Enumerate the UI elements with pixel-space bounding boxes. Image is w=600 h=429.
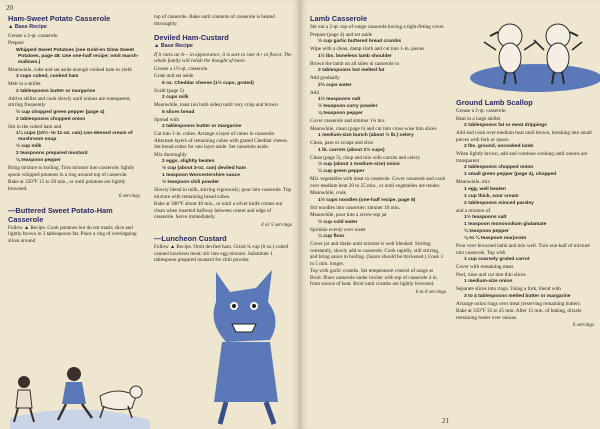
instruction-line: Spread with (154, 116, 179, 123)
ingredient-line: ½ cup cold water (318, 219, 358, 225)
ingredient-line: 3 to 4 tablespoons melted butter or margarine (464, 293, 571, 299)
variation-text: Follow ▲ Recipe. Omit deviled ham. Grind ¾ cup (6 oz.) cubed canned luncheon meat; stir into egg mixture. Substitute 1 tablespoon prepared mustard for chili powder. (154, 244, 289, 263)
recipe-title-ground-lamb-scallop: Ground Lamb Scallop (456, 98, 533, 107)
ingredient-line: ¼ cup green pepper (318, 169, 365, 174)
ingredient-line: 6 oz. Cheddar cheese (1½ cups, grated) (162, 80, 254, 86)
instruction-line: and a mixture of (456, 207, 491, 214)
ingredient-line: ¼ teaspoon pepper (464, 229, 509, 234)
ingredient-line: 1 medium-size bunch (about ½ lb.) celery (318, 133, 414, 138)
instruction-line: Mix thoroughly (154, 151, 187, 158)
instruction-line: Pour over browned lamb and mix well. Turn one-half of mixture into casserole. Top with (456, 243, 590, 256)
ingredient-line: 2 teaspoons prepared mustard (16, 151, 88, 156)
ingredient-line: 2 tablespoons butter or margarine (16, 88, 96, 94)
ingredient-line: ½ teaspoon curry powder (318, 104, 378, 109)
right-column-2 (456, 98, 594, 330)
recipe-title-deviled-ham-custard: Deviled Ham-Custard (154, 33, 229, 42)
ingredient-line: ½ cup (about 3-oz. can) deviled ham (162, 166, 246, 171)
ingredient-line: ⅛ to ¼ teaspoon marjoram (464, 236, 527, 241)
instruction-line: Bring mixture to boiling. Turn mixture into casserole; lightly spoon whipped potatoes in a ring around top of casserole. (8, 165, 135, 178)
variation-title-buttered-sweet-potato: —Buttered Sweet Potato-Ham Casserole (8, 205, 113, 224)
instruction-line: Melt in a skillet (8, 81, 41, 87)
ingredient-line: 1 lb. carrots (about 2½ cups) (318, 147, 385, 153)
ingredient-line: 2 eggs, slightly beaten (162, 159, 215, 164)
ingredient-line: 2 lbs. ground, uncooked lamb (464, 144, 534, 149)
instruction-line: Sprinkle evenly over water (310, 226, 367, 233)
instruction-line: Bake at 350°F 35 to 45 min. After 15 min. of baking, drizzle remaining butter over onions. (456, 308, 582, 321)
instruction-line: Wipe with a clean, damp cloth and cut into 1-in. pieces (310, 46, 425, 52)
instruction-line: Bake at 350°F 15 to 20 min., or until potatoes are lightly browned. (8, 179, 126, 192)
instruction-line: Cover with remaining meat. (456, 264, 515, 270)
servings-note: 6 servings (118, 193, 140, 199)
recipe-body (8, 33, 140, 200)
ingredient-line: 1 cup coarsely grated carrot (464, 257, 530, 262)
instruction-line: Grease a 2-qt. casserole. (456, 108, 507, 114)
ingredient-line: ¼ cup flour (318, 234, 345, 239)
page-number-right: 21 (442, 417, 449, 425)
servings-note: 4 or 5 servings (261, 221, 292, 228)
instruction-line: Set out a 2-qt. top-of-range casserole having a tight-fitting cover. (310, 24, 445, 30)
instruction-line: Heat in a large skillet (456, 115, 501, 122)
instruction-line: Meanwhile, clean (page 6) and cut into cross-wise thin slices (310, 125, 437, 132)
instruction-line: When lightly brown, add and continue cooking until onions are transparent (456, 151, 588, 164)
servings-note: 6 to 8 servings (415, 288, 446, 295)
instruction-line: Cover jar and shake until mixture is well blended. Stirring constantly, slowly add to casserole. Cook rapidly, still stirring, and bring sauce to boiling. (Sauce should be thickened.) Cook 3 to 5 min. longer. (310, 241, 443, 267)
children-dog-illustration (0, 300, 160, 429)
right-page (300, 0, 600, 429)
instruction-line: Prepare (page 4) and set aside (310, 31, 373, 38)
recipe-title-ham-sweet-potato: Ham-Sweet Potato Casserole (8, 14, 111, 23)
ingredient-line: 2½ cups water (318, 82, 352, 88)
ingredient-line: 2 tablespoons hot melted fat (318, 68, 385, 73)
variation-title-luncheon-custard: —Luncheon Custard (154, 234, 227, 243)
page-number-left: 20 (6, 4, 13, 12)
recipe-body (310, 24, 446, 295)
instruction-line: Meanwhile, cook (310, 190, 347, 196)
instruction-line: Meanwhile, cube and set aside enough cooked ham to yield (8, 66, 132, 73)
recipe-body (154, 52, 292, 229)
ingredient-line: 1 small green pepper (page 4), chopped (464, 172, 557, 177)
ingredient-line: 1 teaspoon monosodium glutamate (464, 222, 547, 227)
recipe-body (456, 108, 594, 329)
ingredient-line: 3 cups cubed, cooked ham (16, 74, 79, 79)
instruction-line: Meanwhile, mix (456, 179, 490, 185)
lambs-illustration (454, 0, 600, 96)
ingredient-line: 1½ cups noodles (one-half recipe, page 8) (318, 197, 416, 203)
ingredient-line: ½ cup milk (16, 144, 42, 149)
instruction-line: Grease a 1½-qt. casserole. (154, 65, 209, 72)
left-column-2 (154, 14, 292, 265)
instruction-line: Mix vegetables with meat in casserole. Cover casserole and cook over medium heat 20 to 25 min., or until vegetables are tender. (310, 176, 446, 189)
ingredient-line: ½ cup chopped green pepper (page 4) (16, 109, 105, 115)
instruction-line: Add (310, 89, 319, 96)
ingredient-line: 2 tablespoons chopped onion (464, 165, 534, 170)
ingredient-line: 2 tablespoons fat or meat drippings (464, 123, 547, 128)
ingredient-line: ½ cup (about 1 medium-size) onion (318, 162, 400, 167)
base-recipe-label: ▲ Base Recipe (8, 24, 47, 30)
instruction-line: Peel, rinse and cut into thin slices (456, 271, 526, 278)
instruction-line: Slowly blend in milk, stirring vigorously; pour into casserole. Top mixture with remaining bread cubes. (154, 187, 292, 200)
instruction-line: Brown the lamb on all sides in casserole in (310, 60, 400, 67)
instruction-line: Scald (page 5) (154, 87, 184, 94)
instruction-line: Meanwhile, pour into a screw-top jar (310, 212, 387, 218)
instruction-line: Stir noodles into casserole; simmer 10 min. (310, 204, 401, 211)
ingredient-line: 2 cups milk (162, 95, 189, 100)
ingredient-line: 5 slices bread (162, 109, 195, 115)
instruction-line: Add to skillet and cook slowly until onions are transparent, stirring frequently (8, 95, 131, 108)
instruction-line: Add gradually (310, 75, 340, 81)
ingredient-line: ½ cup garlic buttered bread crumbs (318, 39, 402, 44)
ingredient-line: 1½ lbs. boneless lamb shoulder (318, 53, 392, 59)
instruction-line: Prepare (8, 40, 24, 46)
instruction-line: Top with garlic crumbs. Set temperature control of range at Broil. Place casserole under broiler with top of casserole 4 in. from source of heat. Broil until crumbs are lightly browned. (310, 268, 438, 287)
ingredient-line: 1 teaspoon Worcestershire sauce (162, 173, 240, 178)
ingredient-line: 1½ teaspoons salt (464, 215, 507, 220)
instruction-line: Grease a 2-qt. casserole. (8, 32, 59, 39)
instruction-line: Clean, pare or scrape and slice (310, 140, 374, 146)
left-column-1 (8, 14, 140, 245)
right-column-1 (310, 14, 446, 296)
instruction-line: Clean (page 5), chop and mix with carrots and celery (310, 154, 421, 161)
variation-text: Follow ▲ Recipe. Cook potatoes but do not mash; slice and lightly brown in 3 tablespoons fat. Place a ring of overlapping slices around (8, 224, 137, 244)
ingredient-line: 2 tablespoons chopped onion (16, 116, 86, 122)
instruction-line: Stir in the cubed ham and (8, 123, 62, 130)
intro-note: If it rates an A— in appearance, it is sure to rate A+ in flavor. The whole family will relish the thought of more. (154, 51, 292, 64)
instruction-line: Arrange onion rings over meat (reserving remaining butter). (456, 300, 581, 307)
instruction-line: Meanwhile, toast (on both sides) until very crisp and brown (154, 102, 278, 108)
ingredient-line: 2 tablespoons butter or margarine (162, 124, 242, 129)
wolf-illustration (186, 262, 298, 429)
ingredient-line: 1 medium-size onion (464, 279, 513, 284)
ingredient-line: ½ teaspoon chili powder (162, 180, 220, 185)
ingredient-line: 2 tablespoons minced parsley (464, 200, 534, 206)
instruction-line: Cover casserole and simmer 1¼ hrs. (310, 118, 386, 124)
ingredient-line: Whipped Sweet Potatoes (see Gold-en Glow Sweet Potatoes, page 48. Use one-half recipe; omit marsh-mallows.) (16, 47, 139, 65)
instruction-line: Bake at 300°F about 40 min., or until a silver knife comes out clean when inserted halfway between center and edge of casserole. Serve immediately. (154, 201, 283, 220)
ingredient-line: 1½ teaspoons salt (318, 97, 361, 102)
instruction-line: Cut into 1-in. cubes. Arrange a layer of cubes in casserole. Alternate layers of remaining cubes with grated Cheddar cheese. Set bread cubes for one layer aside. Set casserole aside. (154, 131, 289, 150)
ingredient-line: 1 egg, well beaten (464, 186, 506, 192)
ingredient-line: 1 cup thick, sour cream (464, 193, 519, 199)
servings-note: 6 servings (572, 322, 594, 328)
continued-text: top of casserole. Bake until contents of casserole is heated thoroughly. (154, 14, 275, 27)
instruction-line: Grate and set aside (154, 73, 194, 79)
instruction-line: Add and cook over medium heat until brown, breaking into small pieces with fork or spoon (456, 130, 592, 143)
base-recipe-label: ▲ Base Recipe (154, 43, 193, 49)
ingredient-line: 1¼ cups (10½- to 11-oz. can) con-densed cream of mushroom soup (16, 131, 133, 142)
instruction-line: Separate slices into rings. Using a fork, blend with (456, 286, 561, 292)
ingredient-line: ⅛ teaspoon pepper (318, 111, 363, 116)
recipe-title-lamb-casserole: Lamb Casserole (310, 14, 368, 23)
ingredient-line: ⅛ teaspoon pepper (16, 158, 61, 163)
